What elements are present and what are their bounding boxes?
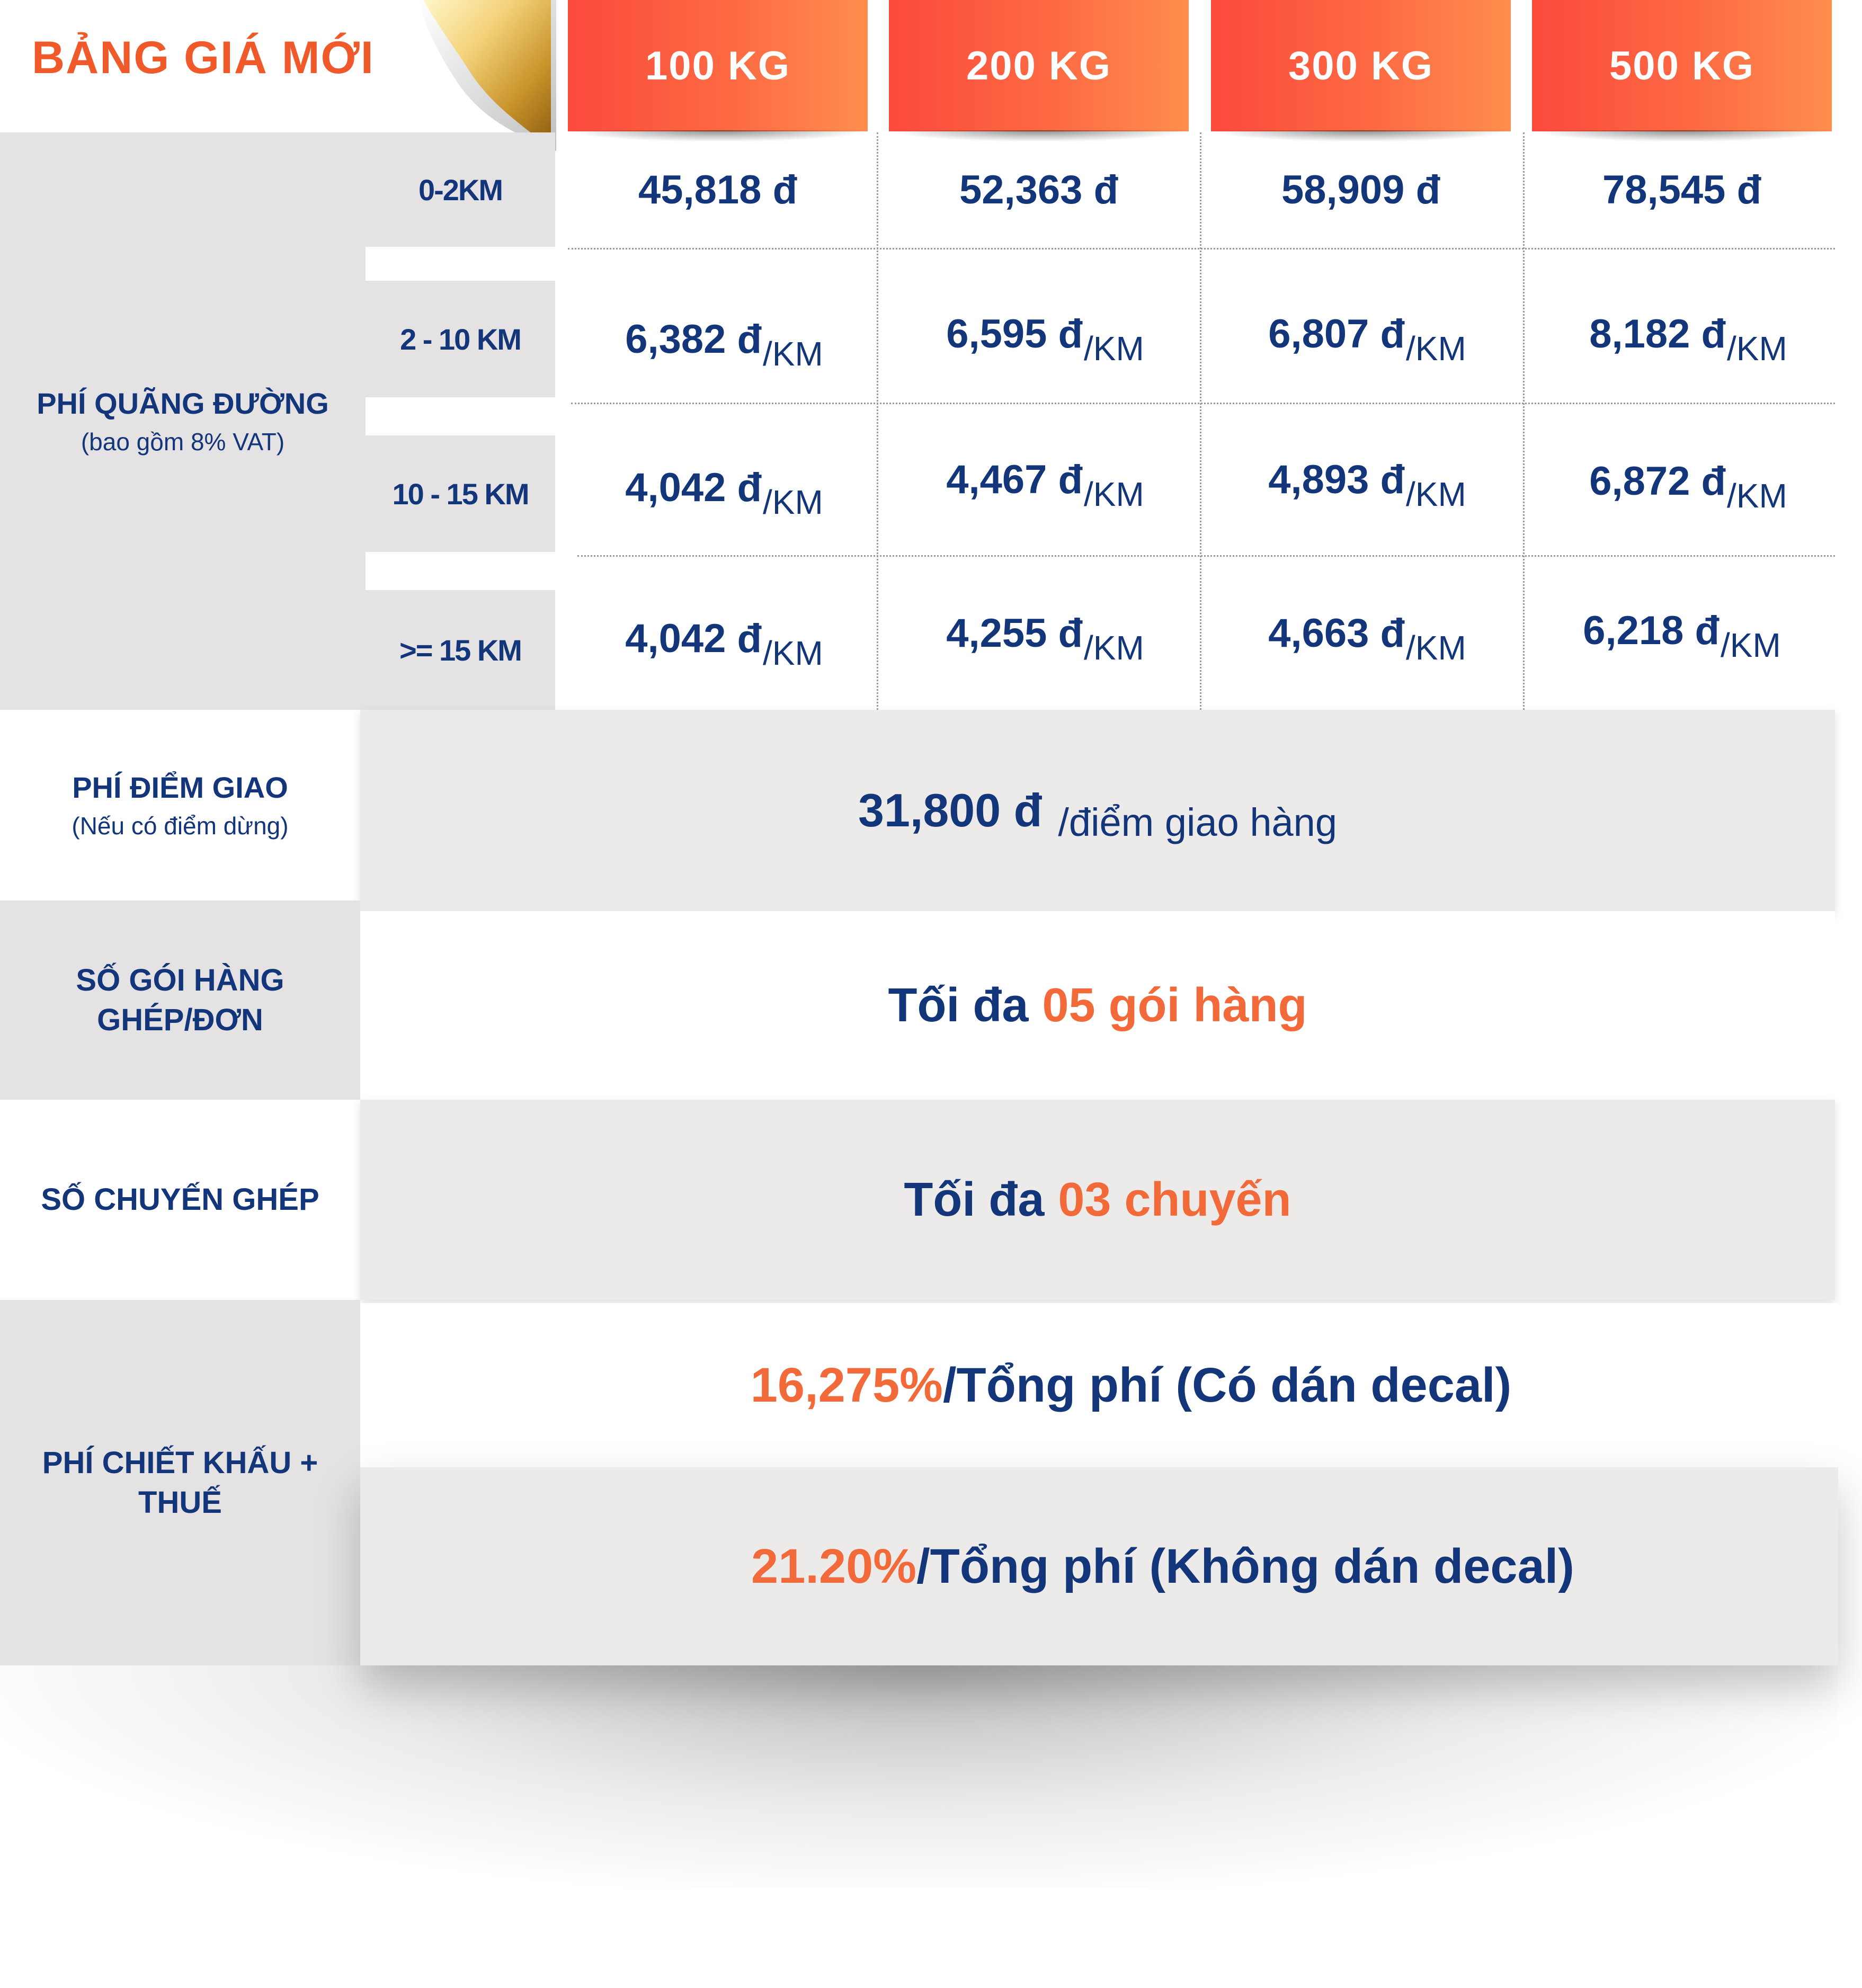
price-unit: /KM xyxy=(1083,475,1144,513)
price-cell xyxy=(889,421,1201,538)
stop-fee-value: 31,800 đ xyxy=(858,784,1043,836)
price-cell xyxy=(1211,132,1511,247)
discount-text-no-decal: /Tổng phí (Không dán decal) xyxy=(916,1539,1574,1593)
distance-range-10-15: 10 - 15 KM xyxy=(366,435,555,552)
price-cell xyxy=(1211,421,1524,538)
distance-range-15-plus: >= 15 KM xyxy=(366,590,555,710)
price-cell xyxy=(1532,275,1845,392)
price-value: 6,872 đ xyxy=(1589,458,1726,504)
price-cell xyxy=(568,132,868,247)
grid-divider xyxy=(577,555,1835,557)
packages-highlight: 05 gói hàng xyxy=(1042,978,1307,1032)
price-value: 6,382 đ xyxy=(625,316,762,362)
price-cell xyxy=(889,132,1189,247)
packages-label-block xyxy=(0,901,360,1100)
stop-fee-sublabel: (Nếu có điểm dừng) xyxy=(72,812,289,840)
price-unit: /KM xyxy=(1405,629,1466,667)
packages-value-block xyxy=(360,911,1835,1100)
weight-tab-500kg: 500 KG xyxy=(1532,0,1832,131)
distance-range-0-2: 0-2KM xyxy=(366,132,555,247)
price-unit: /KM xyxy=(1726,329,1787,368)
price-value: 4,893 đ xyxy=(1268,457,1405,502)
bottom-shadow xyxy=(0,1665,1838,1888)
page-title: BẢNG GIÁ MỚI xyxy=(32,32,375,83)
price-unit: /KM xyxy=(1083,629,1144,667)
weight-tab-100kg: 100 KG xyxy=(568,0,868,131)
price-cell xyxy=(889,275,1201,392)
price-cell xyxy=(568,429,880,546)
discount-row-no-decal xyxy=(360,1467,1838,1665)
trips-label-block xyxy=(0,1100,360,1300)
price-cell xyxy=(1526,572,1838,689)
price-cell xyxy=(1532,132,1832,247)
distance-fee-label: PHÍ QUÃNG ĐƯỜNG xyxy=(37,386,329,420)
price-cell xyxy=(1532,423,1845,539)
price-unit: /KM xyxy=(762,634,823,672)
distance-fee-sublabel: (bao gồm 8% VAT) xyxy=(81,427,285,456)
discount-label-line2: THUẾ xyxy=(138,1485,222,1520)
price-value: 4,255 đ xyxy=(946,610,1083,656)
price-unit: /KM xyxy=(1083,329,1144,368)
weight-tab-300kg: 300 KG xyxy=(1211,0,1511,131)
discount-row-decal xyxy=(360,1303,1838,1467)
price-value: 4,042 đ xyxy=(625,465,762,510)
stop-fee-unit: /điểm giao hàng xyxy=(1058,800,1337,844)
price-value: 52,363 đ xyxy=(959,167,1118,212)
stop-fee-label-block xyxy=(0,710,360,901)
stop-fee-value-block xyxy=(360,710,1835,911)
price-value: 78,545 đ xyxy=(1602,167,1761,212)
price-unit: /KM xyxy=(1405,329,1466,368)
price-value: 4,663 đ xyxy=(1268,610,1405,656)
trips-prefix: Tối đa xyxy=(904,1173,1045,1226)
weight-tab-200kg: 200 KG xyxy=(889,0,1189,131)
price-value: 58,909 đ xyxy=(1281,167,1440,212)
price-value: 6,218 đ xyxy=(1583,608,1720,653)
discount-label-line1: PHÍ CHIẾT KHẤU + xyxy=(42,1445,318,1480)
price-unit: /KM xyxy=(762,335,823,373)
price-value: 45,818 đ xyxy=(638,167,797,212)
price-unit: /KM xyxy=(1726,477,1787,515)
price-cell xyxy=(1211,575,1524,691)
price-unit: /KM xyxy=(1405,475,1466,513)
distance-fee-label-block xyxy=(0,132,366,710)
trips-highlight: 03 chuyến xyxy=(1058,1173,1291,1226)
distance-range-2-10: 2 - 10 KM xyxy=(366,281,555,397)
discount-label-block xyxy=(0,1300,360,1665)
trips-label: SỐ CHUYẾN GHÉP xyxy=(41,1182,319,1217)
packages-label-line1: SỐ GÓI HÀNG xyxy=(76,962,284,997)
price-cell xyxy=(889,575,1201,691)
price-value: 4,042 đ xyxy=(625,616,762,661)
page-curl-icon xyxy=(403,0,556,154)
price-unit: /KM xyxy=(1720,626,1781,664)
discount-percent-no-decal: 21.20% xyxy=(751,1539,917,1593)
discount-text-decal: /Tổng phí (Có dán decal) xyxy=(942,1358,1512,1412)
price-cell xyxy=(568,281,880,397)
packages-prefix: Tối đa xyxy=(888,978,1029,1032)
price-value: 6,595 đ xyxy=(946,311,1083,356)
grid-divider xyxy=(568,248,1835,249)
stop-fee-label: PHÍ ĐIỂM GIAO xyxy=(72,770,288,804)
price-value: 4,467 đ xyxy=(946,457,1083,502)
packages-label-line2: GHÉP/ĐƠN xyxy=(97,1003,263,1037)
price-value: 8,182 đ xyxy=(1589,311,1726,356)
price-cell xyxy=(568,580,880,697)
discount-percent-decal: 16,275% xyxy=(750,1358,943,1412)
price-unit: /KM xyxy=(762,483,823,521)
price-value: 6,807 đ xyxy=(1268,311,1405,356)
grid-divider xyxy=(571,403,1835,404)
price-cell xyxy=(1211,275,1524,392)
trips-value-block xyxy=(360,1100,1835,1300)
